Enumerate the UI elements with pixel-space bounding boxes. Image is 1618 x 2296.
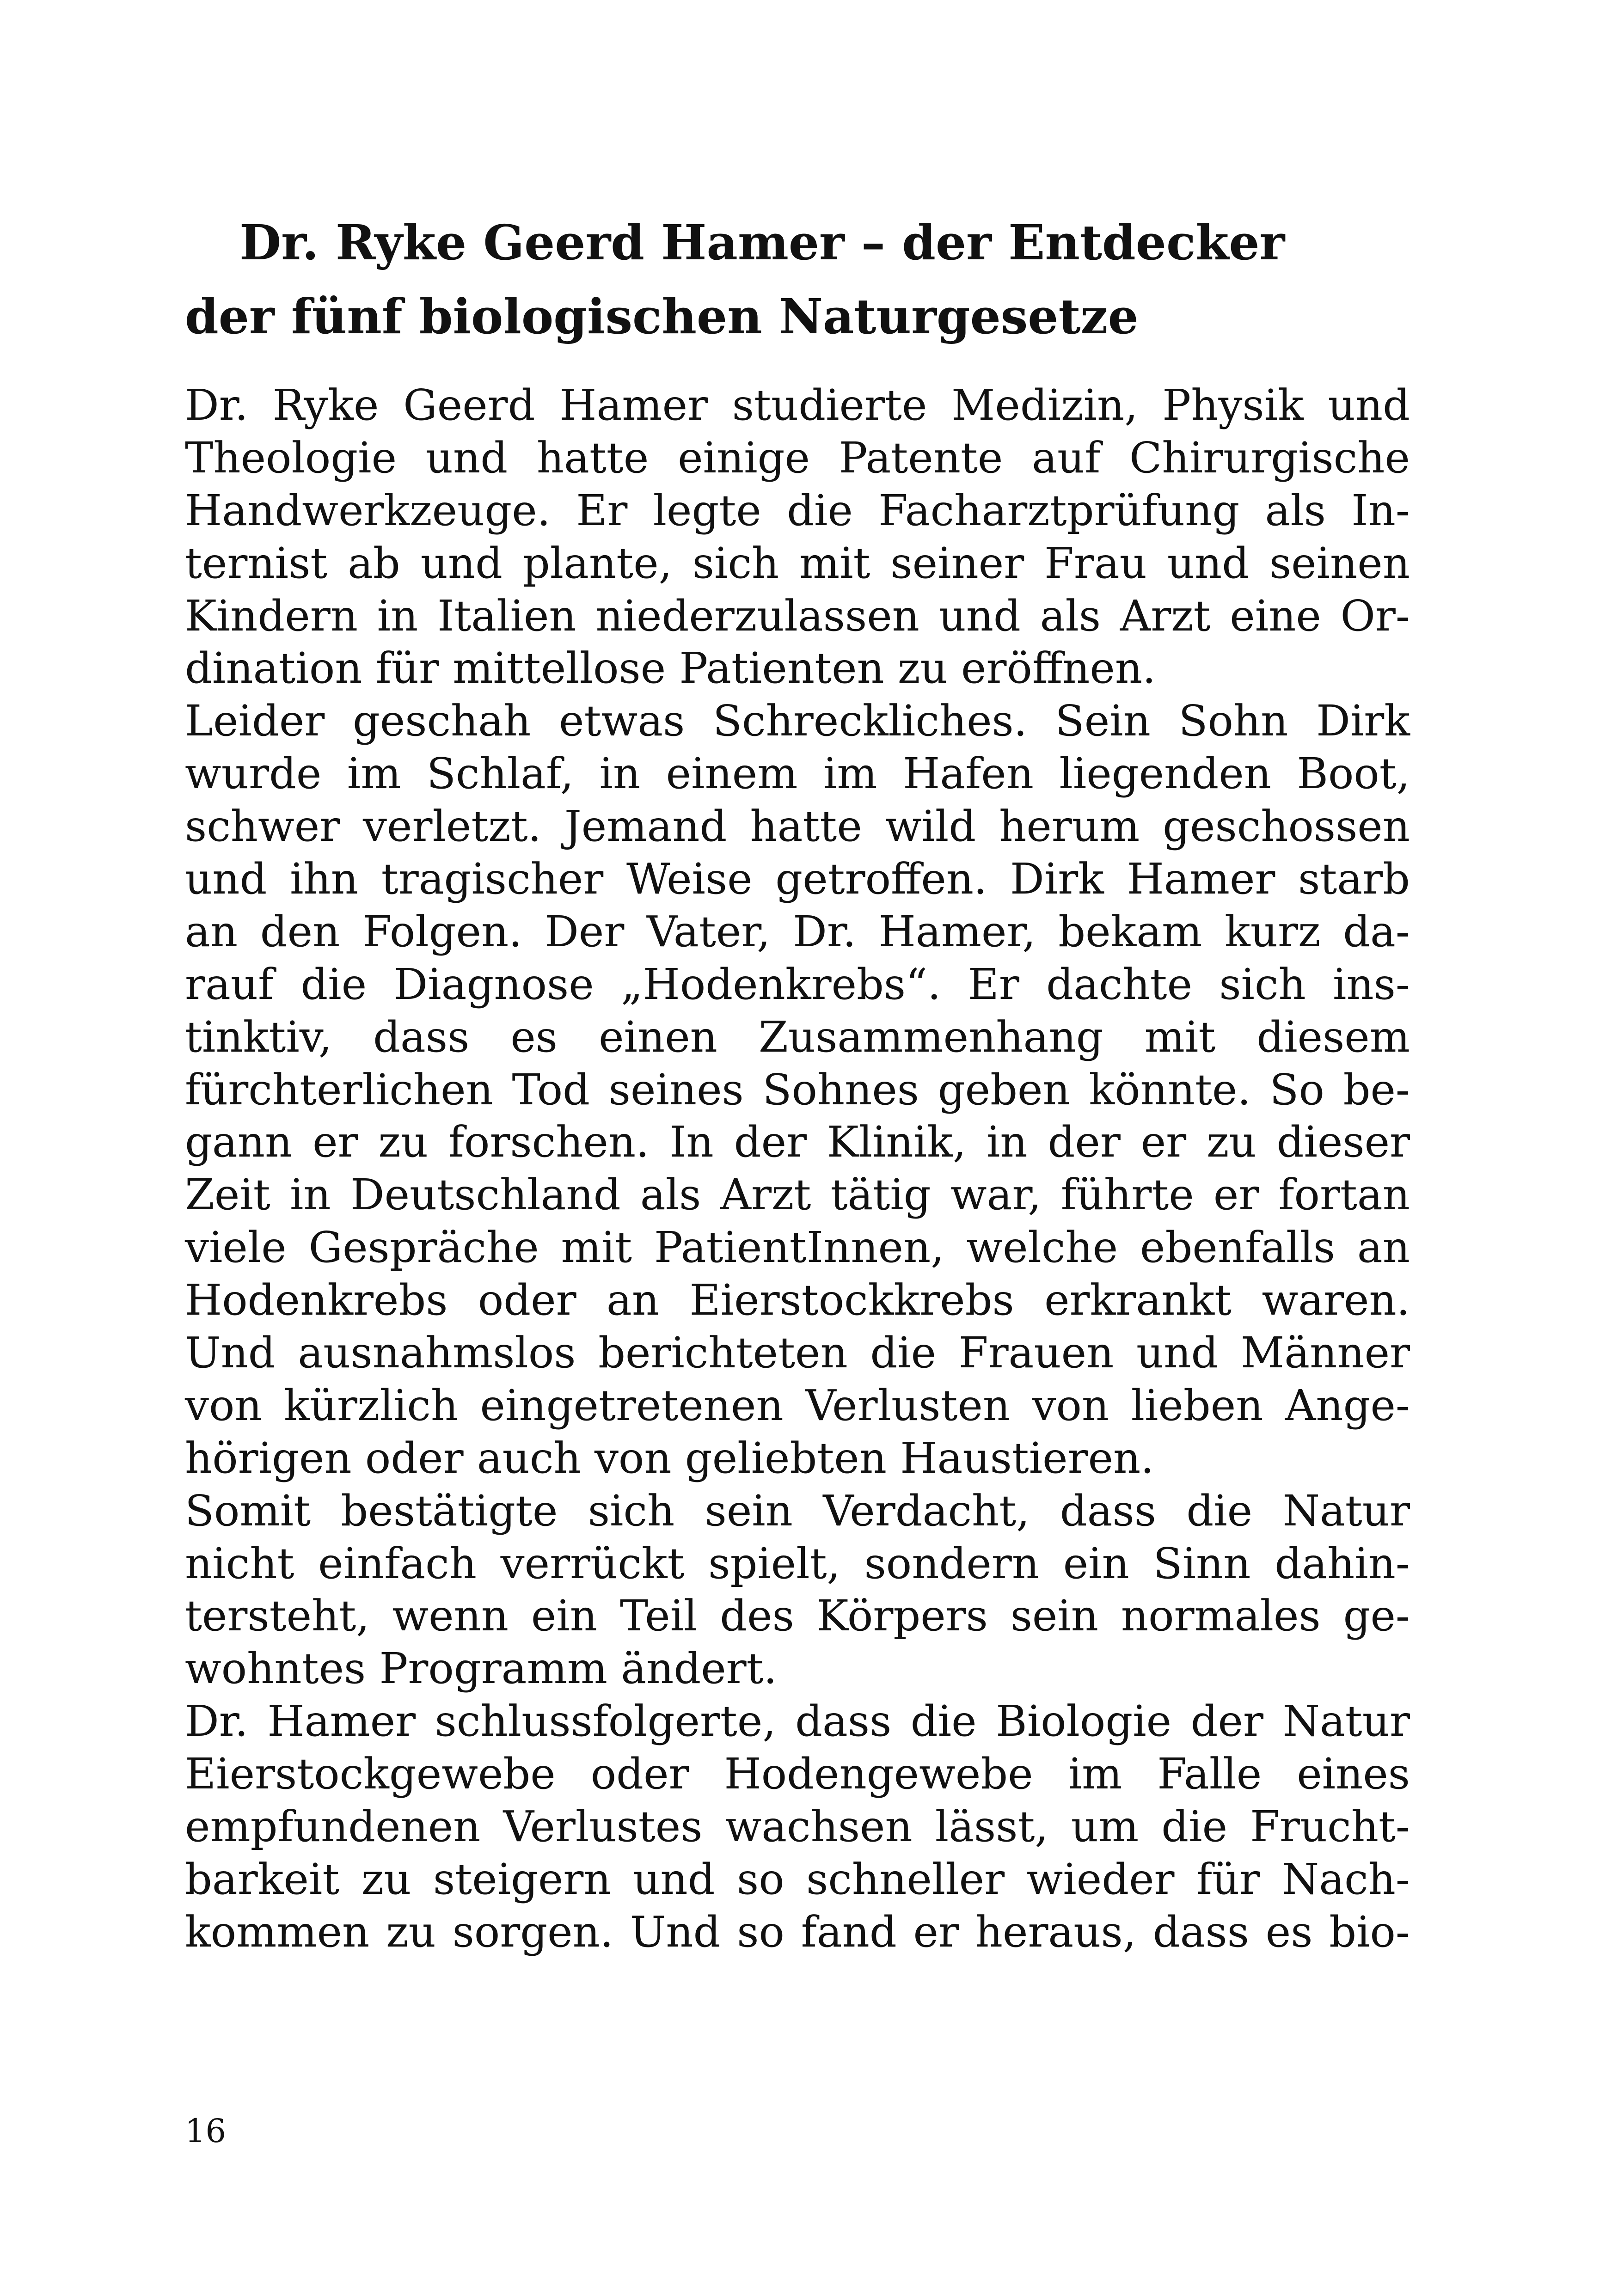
text-line: Kindern in Italien niederzulassen und als Arzt eine Or- xyxy=(185,591,1410,641)
text-line: dination für mittellose Patienten zu eröffnen. xyxy=(185,643,1156,693)
body-text xyxy=(185,379,1410,1959)
text-line: viele Gespräche mit PatientInnen, welche ebenfalls an xyxy=(185,1223,1410,1273)
text-line: kommen zu sorgen. Und so fand er heraus, dass es bio- xyxy=(185,1907,1410,1957)
text-line: und ihn tragischer Weise getroffen. Dirk Hamer starb xyxy=(185,854,1410,904)
text-line: hörigen oder auch von geliebten Haustieren. xyxy=(185,1433,1154,1483)
heading-line: Dr. Ryke Geerd Hamer – der Entdecker xyxy=(239,214,1285,271)
text-line: tersteht, wenn ein Teil des Körpers sein normales ge- xyxy=(185,1591,1410,1641)
text-line: gann er zu forschen. In der Klinik, in der er zu dieser xyxy=(185,1117,1410,1167)
chapter-heading xyxy=(185,206,1410,354)
page-number: 16 xyxy=(185,2112,227,2150)
text-line: von kürzlich eingetretenen Verlusten von lieben Ange- xyxy=(185,1380,1410,1430)
text-line: wurde im Schlaf, in einem im Hafen liegenden Boot, xyxy=(185,749,1410,799)
text-line: nicht einfach verrückt spielt, sondern ein Sinn dahin- xyxy=(185,1538,1410,1588)
text-line: wohntes Programm ändert. xyxy=(185,1644,777,1694)
text-line: Somit bestätigte sich sein Verdacht, dass die Natur xyxy=(185,1486,1410,1536)
text-line: Eierstockgewebe oder Hodengewebe im Falle eines xyxy=(185,1749,1410,1799)
text-line: empfundenen Verlustes wachsen lässt, um die Frucht- xyxy=(185,1802,1410,1852)
text-line: Zeit in Deutschland als Arzt tätig war, führte er fortan xyxy=(185,1170,1410,1220)
text-line: Dr. Ryke Geerd Hamer studierte Medizin, Physik und xyxy=(185,380,1410,430)
text-line: rauf die Diagnose „Hodenkrebs“. Er dachte sich ins- xyxy=(185,959,1410,1009)
text-line: Theologie und hatte einige Patente auf Chirurgische xyxy=(185,433,1410,483)
text-line: Hodenkrebs oder an Eierstockkrebs erkrankt waren. xyxy=(185,1275,1410,1325)
text-line: ternist ab und plante, sich mit seiner Frau und seinen xyxy=(185,538,1410,588)
text-line: barkeit zu steigern und so schneller wieder für Nach- xyxy=(185,1854,1410,1904)
text-line: Dr. Hamer schlussfolgerte, dass die Biologie der Natur xyxy=(185,1696,1410,1746)
heading-line: der fünf biologischen Naturgesetze xyxy=(185,288,1139,345)
text-line: fürchterlichen Tod seines Sohnes geben könnte. So be- xyxy=(185,1065,1410,1114)
text-line: tinktiv, dass es einen Zusammenhang mit diesem xyxy=(185,1012,1410,1062)
text-line: Leider geschah etwas Schreckliches. Sein Sohn Dirk xyxy=(185,696,1410,746)
text-line: schwer verletzt. Jemand hatte wild herum geschossen xyxy=(185,802,1410,851)
text-line: Und ausnahmslos berichteten die Frauen und Männer xyxy=(185,1328,1410,1378)
text-line: an den Folgen. Der Vater, Dr. Hamer, bekam kurz da- xyxy=(185,906,1410,956)
text-line: Handwerkzeuge. Er legte die Facharztprüfung als In- xyxy=(185,485,1410,535)
